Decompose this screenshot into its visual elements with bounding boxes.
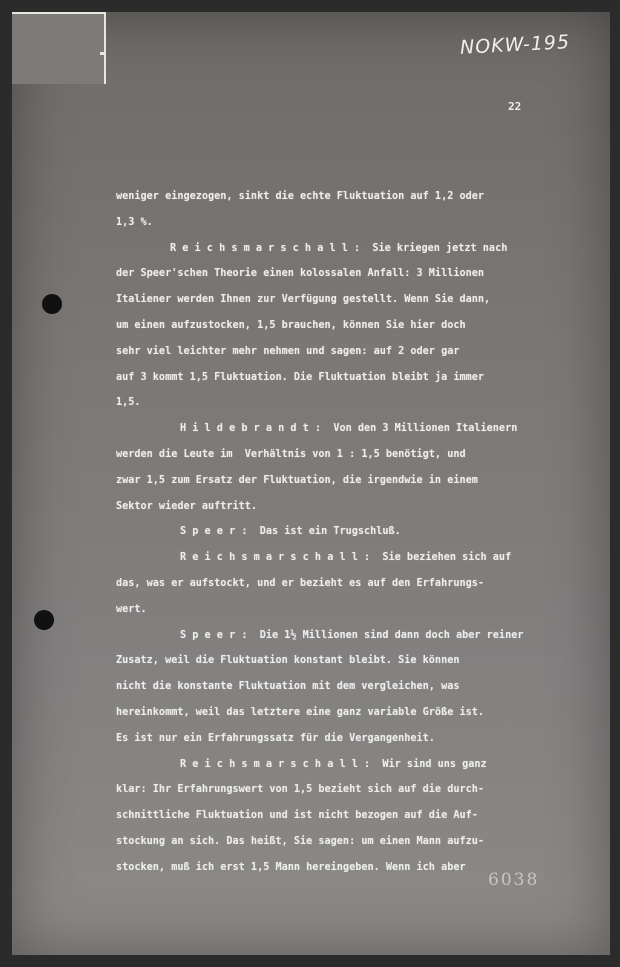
page-number: 22 <box>508 100 522 113</box>
handwritten-reference: NOKW-195 <box>459 31 571 59</box>
text-line: R e i c h s m a r s c h a l l : Sie beziehen sich auf <box>180 552 512 564</box>
text-line: auf 3 kommt 1,5 Fluktuation. Die Fluktuation bleibt ja immer <box>116 371 485 383</box>
text-line: weniger eingezogen, sinkt die echte Fluktuation auf 1,2 oder <box>116 191 485 202</box>
transcript-body <box>116 184 596 881</box>
text-line: werden die Leute im Verhältnis von 1 : 1,5 benötigt, und <box>116 448 466 460</box>
text-line: um einen aufzustocken, 1,5 brauchen, können Sie hier doch <box>116 319 466 331</box>
text-line: Zusatz, weil die Fluktuation konstant bleibt. Sie können <box>116 655 460 667</box>
text-line: 1,5. <box>116 397 141 409</box>
punch-hole-bottom <box>34 610 54 630</box>
archive-stamp-number: 6038 <box>488 870 540 890</box>
text-line: zwar 1,5 zum Ersatz der Fluktuation, die irgendwie in einem <box>116 474 478 486</box>
text-line: stockung an sich. Das heißt, Sie sagen: um einen Mann aufzu- <box>116 835 485 847</box>
text-line: Italiener werden Ihnen zur Verfügung gestellt. Wenn Sie dann, <box>116 294 491 306</box>
punch-hole-top <box>42 294 62 314</box>
text-line: R e i c h s m a r s c h a l l : Wir sind uns ganz <box>180 758 487 770</box>
text-line: R e i c h s m a r s c h a l l : Sie kriegen jetzt nach <box>170 242 508 254</box>
folder-tab <box>12 12 106 84</box>
text-line: Sektor wieder auftritt. <box>116 500 258 512</box>
text-line: nicht die konstante Fluktuation mit dem vergleichen, was <box>116 681 460 693</box>
text-line: sehr viel leichter mehr nehmen und sagen: auf 2 oder gar <box>116 345 460 357</box>
text-line: Es ist nur ein Erfahrungssatz für die Vergangenheit. <box>116 732 435 744</box>
text-line: S p e e r : Die 1½ Millionen sind dann doch aber reiner <box>180 629 524 641</box>
text-line: S p e e r : Das ist ein Trugschluß. <box>180 526 401 538</box>
text-line: stocken, muß ich erst 1,5 Mann hereingeben. Wenn ich aber <box>116 861 466 873</box>
tab-mark <box>100 52 104 55</box>
text-line: 1,3 %. <box>116 216 153 228</box>
text-line: H i l d e b r a n d t : Von den 3 Millionen Italienern <box>180 423 518 435</box>
text-line: der Speer'schen Theorie einen kolossalen Anfall: 3 Millionen <box>116 268 485 280</box>
text-line: klar: Ihr Erfahrungswert von 1,5 bezieht sich auf die durch- <box>116 784 485 796</box>
text-line: das, was er aufstockt, und er bezieht es auf den Erfahrungs- <box>116 577 485 589</box>
text-line: schnittliche Fluktuation und ist nicht bezogen auf die Auf- <box>116 810 478 822</box>
text-line: hereinkommt, weil das letztere eine ganz variable Größe ist. <box>116 706 485 718</box>
text-line: wert. <box>116 603 147 615</box>
document-page <box>12 12 610 955</box>
